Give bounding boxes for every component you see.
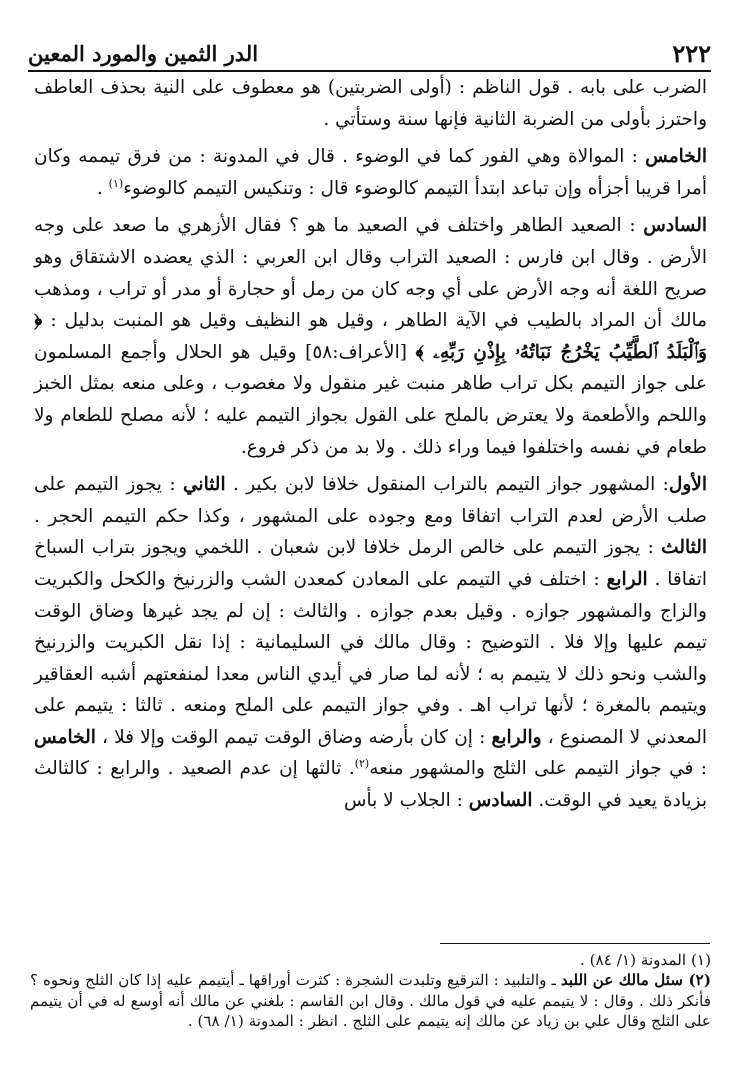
quran-verse: ﴿ وَٱلْبَلَدُ ٱلطَّيِّبُ يَخْرُجُ نَبَاتُهُۥ بِإِذْنِ رَبِّهِۦ ﴾ bbox=[34, 310, 707, 363]
footnote-2 bbox=[30, 970, 711, 1031]
label-sixth-branch: السادس bbox=[468, 790, 533, 812]
fifth-text: : الموالاة وهي الفور كما في الوضوء . قال في المدونة : من فرق تيممه وكان أمرا قريبا أجزأه وإن تباعد ابتدأ التيمم كالوضوء قال : وتنكيس التيمم كالوضوء bbox=[34, 146, 707, 199]
footnote-2-label: (٢) سئل مالك عن اللبد bbox=[560, 971, 711, 990]
paragraph-branches bbox=[34, 463, 707, 817]
sixth-text-after-verse: وقيل هو الحلال وأجمع المسلمون على جواز التيمم بكل تراب طاهر منبت غير منقول ولا مغصوب ، وعلى منعه بمثل الخبز واللحم والأطعمة ولا يعترض بالملح على القول بجواز التيمم عليه ؛ لأنه مصلح للطعام ولا طعام في نفسه واختلفوا فيما وراء ذلك . ولا بد من ذكر فروع. bbox=[34, 341, 707, 458]
fifth-branch-end: . ثالثها إن عدم الصعيد . والرابع : كالثالث بزيادة يعيد في الوقت. bbox=[34, 758, 707, 812]
sixth-text-before-verse: : الصعيد الطاهر واختلف في الصعيد ما هو ؟ فقال الأزهري ما صعد على وجه الأرض . وقال ابن فارس : الصعيد التراب وقال ابن العربي : الذي يعضده الاشتقاق وهو صريح اللغة أنه وجه الأرض على أي وجه كان من رمل أو حجارة أو مدر أو تراب ، ومذهب مالك أن المراد بالطيب في الآية الطاهر ، وقيل هو النظيف وقيل هو المنبت بدليل : bbox=[34, 215, 707, 332]
label-fifth-branch: الخامس bbox=[34, 726, 96, 748]
paragraph-sixth-condition bbox=[34, 204, 707, 463]
second-text: : يجوز التيمم على صلب الأرض لعدم التراب اتفاقا ومع وجوده على المشهور ، وكذا حكم التيمم الحجر . bbox=[34, 474, 707, 527]
fourth-text: : اختلف في التيمم على المعادن كمعدن الشب والزرنيخ والكحل والكبريت والزاج والمشهور جوازه . وقيل بعدم جوازه . والثالث : إن لم يجد غيرها وضاق الوقت تيمم عليها وإلا فلا . التوضيح : وقال مالك في السليمانية : إذا نقل الكبريت والزرنيخ والشب ونحو ذلك لا يتيمم به ؛ لأنه لما صار في أيدي الناس معدا لمنفعتهم أشبه العقاقير ويتيمم بالمغرة ؛ لأنها تراب اهـ . وفي جواز التيمم على الملح ومنعه . ثالثا : يتيمم على المعدني لا المصنوع ، bbox=[34, 568, 708, 748]
footnote-ref-1[interactable]: (١) bbox=[108, 176, 124, 190]
third-text: : يجوز التيمم على خالص الرمل خلافا لابن شعبان . اللخمي ويجوز بتراب السباخ اتفاقا . bbox=[34, 537, 707, 590]
main-text bbox=[34, 72, 707, 817]
first-text: : المشهور جواز التيمم بالتراب المنقول خلافا لابن بكير . bbox=[233, 474, 669, 496]
label-fourth-alt: والرابع bbox=[491, 726, 542, 748]
footnotes bbox=[30, 950, 711, 1032]
fifth-end: . bbox=[96, 177, 103, 199]
label-fourth: الرابع bbox=[606, 568, 648, 590]
paragraph-fifth-condition bbox=[34, 135, 707, 204]
verse-reference: [الأعراف:٥٨] bbox=[305, 341, 407, 363]
paragraph-1 bbox=[34, 72, 707, 135]
footnote-divider bbox=[440, 943, 710, 944]
fourth-alt-text: : إن كان بأرضه وضاق الوقت تيمم الوقت وإلا فلا ، bbox=[102, 726, 486, 748]
label-second: الثاني bbox=[183, 474, 226, 496]
page-number: ٢٢٢ bbox=[672, 39, 711, 68]
fifth-branch-text: : في جواز التيمم على الثلج والمشهور منعه bbox=[369, 758, 707, 780]
label-third: الثالث bbox=[661, 537, 707, 559]
running-title: الدر الثمين والمورد المعين bbox=[28, 41, 259, 66]
footnote-2-text: ـ والتلبيد : الترقيع وتلبدت الشجرة : كثرت أوراقها ـ أيتيمم عليه إذا كان الثلج ونحوه ؟ فأنكر ذلك . وقال : لا يتيمم عليه في قول مالك . وقال ابن القاسم : بلغني عن مالك أنه أوسع له في أن يتيمم على الثلج وقال علي بن زياد عن مالك إنه يتيمم على الثلج . انظر : المدونة (١/ ٦٨) . bbox=[30, 971, 711, 1031]
label-first: الأول bbox=[668, 474, 707, 496]
footnote-1: (١) المدونة (١/ ٨٤) . bbox=[580, 951, 711, 969]
footnote-ref-2[interactable]: (٢) bbox=[354, 757, 370, 771]
label-sixth: السادس bbox=[643, 215, 707, 237]
page-header bbox=[28, 30, 711, 72]
label-fifth: الخامس bbox=[645, 146, 707, 168]
paragraph-1-text: الضرب على بابه . قول الناظم : (أولى الضربتين) هو معطوف على النية بحذف العاطف واحترز بأولى من الضربة الثانية فإنها سنة وستأتي . bbox=[34, 77, 707, 130]
sixth-branch-text: : الجلاب لا بأس bbox=[343, 790, 463, 812]
